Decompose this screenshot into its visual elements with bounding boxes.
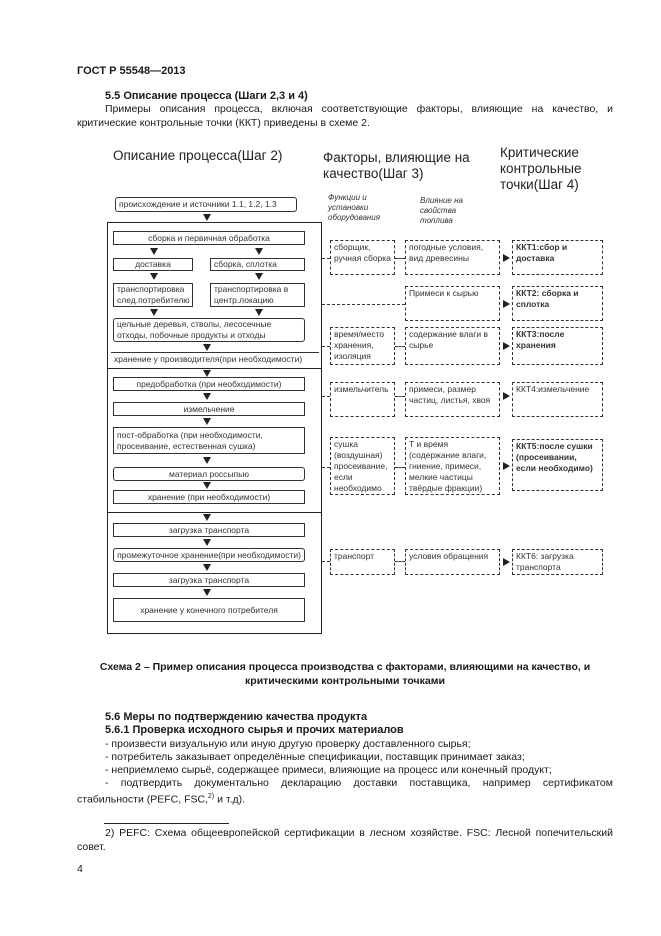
process-posttreatment: пост-обработка (при необходимости, просеивание, естественная сушка): [113, 427, 305, 454]
ccp-box: ККТ4:измельчение: [512, 382, 603, 417]
equipment-box: время/место хранения, изоляция: [330, 327, 395, 365]
ccp-box: ККТ3:после хранения: [512, 327, 603, 365]
arrow-right-icon: [503, 300, 510, 308]
diagram-caption: Схема 2 – Пример описания процесса производства с факторами, влияющими на качество, и критическими контрольными точками: [99, 661, 591, 687]
arrow-down-icon: [203, 564, 211, 571]
process-chipping: измельчение: [113, 402, 305, 416]
arrow-down-icon: [203, 370, 211, 377]
arrow-down-icon: [203, 482, 211, 489]
equipment-box: сборщик, ручная сборка: [330, 240, 395, 275]
section-5-5-title: 5.5 Описание процесса (Шаги 2,3 и 4): [105, 90, 308, 102]
process-assembly: сборка, сплотка: [210, 258, 305, 271]
arrow-down-icon: [203, 418, 211, 425]
equipment-box: сушка (воздушная) просеивание, если необходимо: [330, 437, 395, 495]
arrow-down-icon: [203, 214, 211, 221]
bullet-item: - потребитель заказывает определённые спецификации, поставщик принимает заказ;: [105, 751, 525, 763]
page-number: 4: [77, 863, 83, 875]
ccp-box: ККТ2: сборка и сплотка: [512, 286, 603, 321]
ccp-box: ККТ1:сбор и доставка: [512, 240, 603, 275]
process-delivery: доставка: [113, 258, 193, 271]
section-5-5-intro: Примеры описания процесса, включая соответствующие факторы, влияющие на качество, и критические контрольные точки (ККТ) приведены в схеме 2.: [77, 103, 613, 129]
process-whole-trees: цельные деревья, стволы, лесосечные отходы, побочные продукты и отходы: [113, 318, 305, 342]
arrow-down-icon: [203, 457, 211, 464]
arrow-down-icon: [255, 273, 263, 280]
process-loading-1: загрузка транспорта: [113, 523, 305, 537]
process-storage-end: хранение у конечного потребителя: [113, 598, 305, 622]
process-bulk: материал россыпью: [113, 467, 305, 481]
process-loading-2: загрузка транспорта: [113, 573, 305, 587]
stage-divider: [107, 512, 322, 513]
bullet-text-end: и т.д).: [214, 793, 246, 806]
influence-box: Примеси к сырью: [405, 286, 500, 321]
arrow-right-icon: [503, 342, 510, 350]
influence-box: Т и время (содержание влаги, гниение, примеси, мелкие частицы твёрдые фракции): [405, 437, 500, 495]
process-transport-central: транспортировка в центр.локацию: [210, 283, 305, 307]
bullet-item: - неприемлемо сырьё, содержащее примеси, влияющие на процесс или конечный продукт;: [105, 764, 552, 776]
col-header-factors: Факторы, влияющие на качество(Шаг 3): [323, 150, 470, 181]
equipment-box: измельчитель: [330, 382, 395, 417]
equipment-box: транспорт: [330, 549, 395, 575]
process-storage: хранение (при необходимости): [113, 490, 305, 504]
arrow-down-icon: [203, 514, 211, 521]
connector: [322, 258, 330, 259]
arrow-right-icon: [503, 558, 510, 566]
process-collect: сборка и первичная обработка: [113, 231, 305, 245]
influence-box: примеси, размер частиц, листья, хвоя: [405, 382, 500, 417]
connector: [322, 346, 330, 347]
arrow-right-icon: [503, 392, 510, 400]
col-header-process: Описание процесса(Шаг 2): [113, 148, 283, 163]
arrow-down-icon: [255, 248, 263, 255]
ccp-box: ККТ6: загрузка транспорта: [512, 549, 603, 575]
process-transport-next: транспортировка след.потребителю: [113, 283, 193, 307]
connector: [322, 304, 405, 305]
influence-box: погодные условия, вид древесины: [405, 240, 500, 275]
footnote-divider: [104, 823, 229, 824]
process-intermediate-storage: промежуточное хранение(при необходимости): [113, 548, 305, 562]
right-bus-line: [321, 222, 322, 634]
bullet-item-last: [77, 776, 613, 807]
arrow-down-icon: [150, 273, 158, 280]
influence-box: содержание влаги в сырье: [405, 327, 500, 365]
bullet-text: - подтвердить документально декларацию доставки поставщика, например сертификатом стабильности (PEFC, FSC,: [77, 777, 613, 806]
connector: [395, 561, 405, 562]
connector: [322, 396, 330, 397]
connector: [395, 396, 405, 397]
footnote: 2) PEFC: Схема общеевропейской сертификации в лесном хозяйстве. FSC: Лесной попечительский совет.: [77, 827, 613, 853]
section-5-6-1-title: 5.6.1 Проверка исходного сырья и прочих материалов: [105, 724, 404, 736]
connector: [395, 258, 405, 259]
connector: [322, 561, 330, 562]
process-origin: происхождение и источники 1.1, 1.2, 1.3: [115, 197, 297, 212]
arrow-down-icon: [203, 589, 211, 596]
arrow-down-icon: [203, 539, 211, 546]
section-5-6-title: 5.6 Меры по подтверждению качества продукта: [105, 711, 368, 723]
footnote-ref[interactable]: 2): [208, 793, 215, 800]
process-pretreatment: предобработка (при необходимости): [113, 377, 305, 391]
process-storage-producer: хранение у производителя(при необходимости): [111, 352, 319, 366]
arrow-right-icon: [503, 254, 510, 262]
stage-divider: [107, 368, 322, 369]
sub-header-equipment: Функции и установки оборудования: [328, 193, 381, 222]
arrow-right-icon: [503, 462, 510, 470]
col-header-ccp: Критические контрольные точки(Шаг 4): [500, 145, 582, 192]
arrow-down-icon: [255, 309, 263, 316]
connector: [322, 467, 330, 468]
sub-header-influence: Влияние на свойства топлива: [420, 196, 463, 225]
connector: [395, 346, 405, 347]
arrow-down-icon: [203, 344, 211, 351]
connector: [395, 467, 405, 468]
bullet-item: - произвести визуальную или иную другую проверку доставленного сырья;: [105, 738, 471, 750]
arrow-down-icon: [150, 309, 158, 316]
arrow-down-icon: [203, 393, 211, 400]
arrow-down-icon: [150, 248, 158, 255]
influence-box: условия обращения: [405, 549, 500, 575]
standard-header: ГОСТ Р 55548—2013: [77, 65, 186, 77]
ccp-box: ККТ5:после сушки (просеивании, если необходимо): [512, 439, 603, 491]
